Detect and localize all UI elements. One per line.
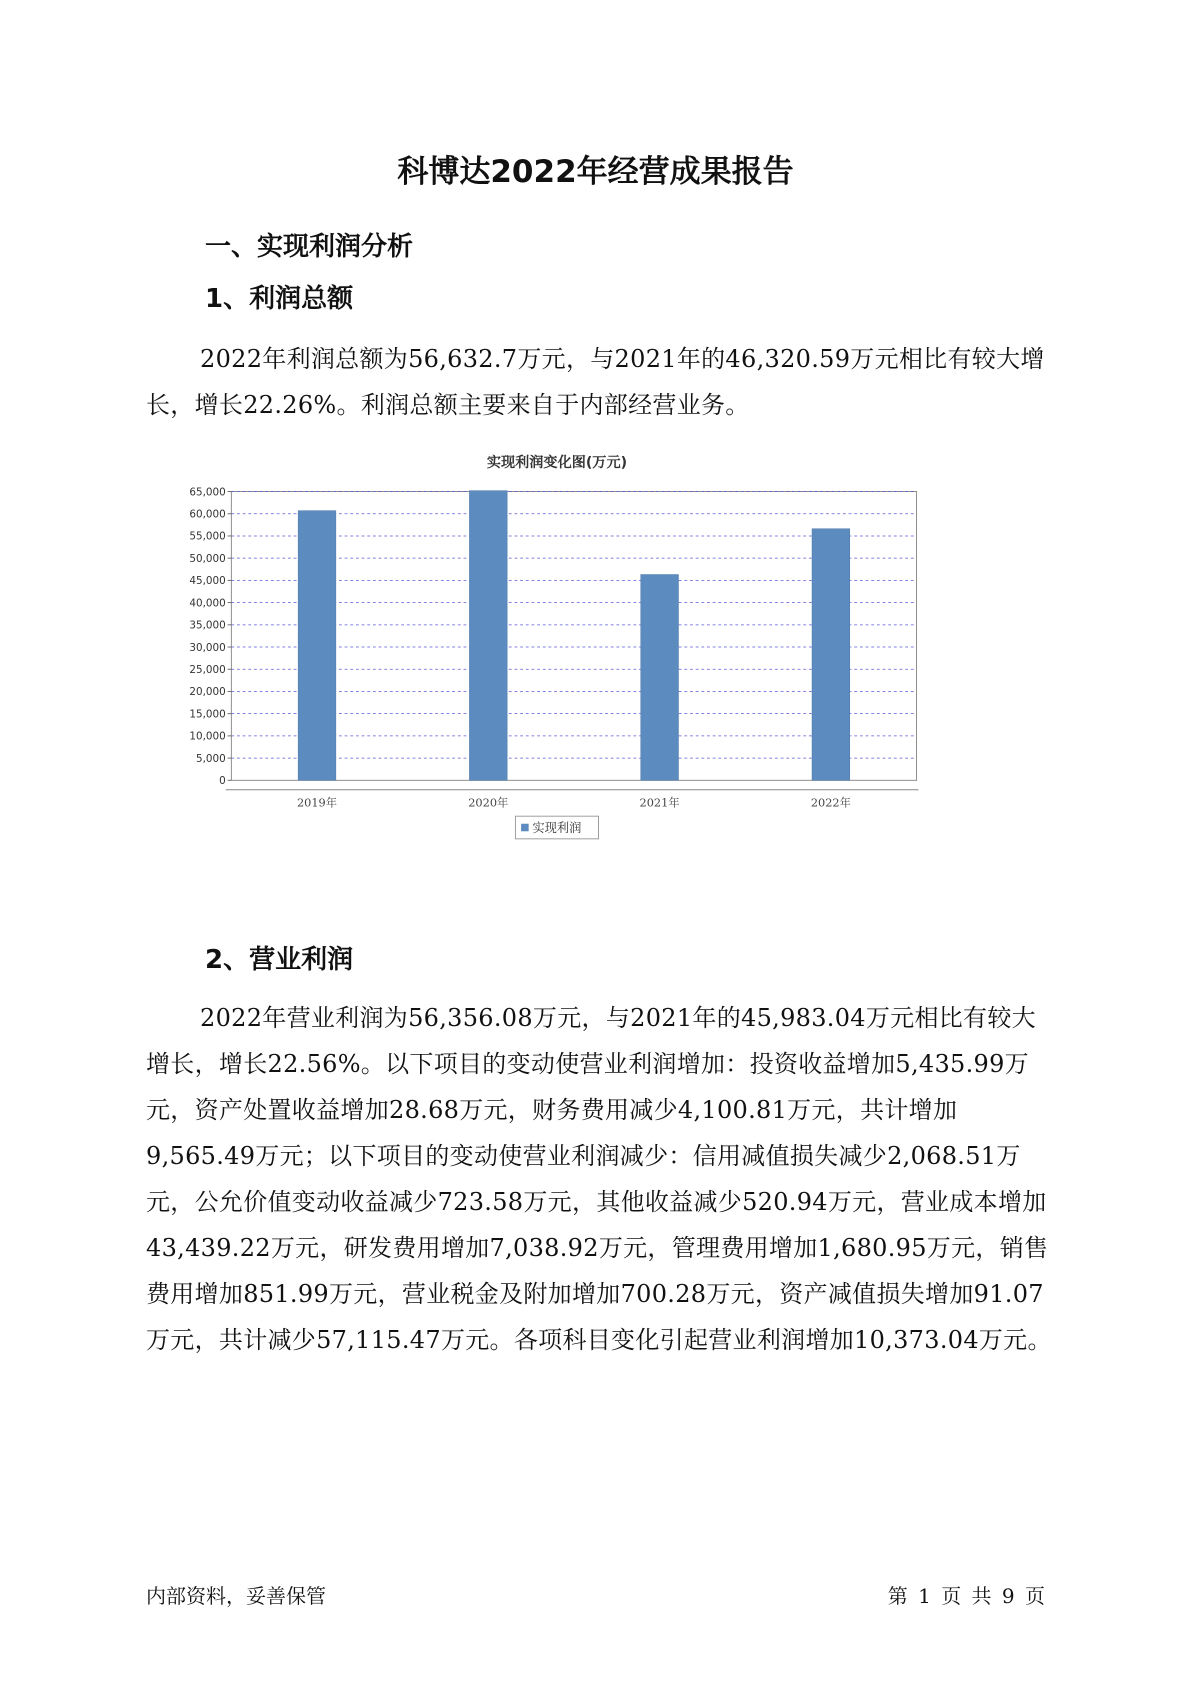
y-tick-label: 55,000 bbox=[189, 530, 226, 543]
page-title: 科博达2022年经营成果报告 bbox=[397, 154, 794, 190]
profit-bar-chart bbox=[150, 450, 1030, 920]
y-tick-label: 25,000 bbox=[189, 664, 226, 677]
y-tick-label: 40,000 bbox=[189, 597, 226, 610]
footer-page-number: 第 1 页 共 9 页 bbox=[887, 1584, 1045, 1608]
bar bbox=[298, 511, 336, 781]
y-tick-label: 15,000 bbox=[189, 708, 226, 721]
bar bbox=[641, 575, 679, 781]
x-tick-label: 2019年 bbox=[296, 795, 338, 810]
y-tick-label: 5,000 bbox=[195, 752, 226, 765]
total-profit-paragraph: 2022年利润总额为56,632.7万元，与2021年的46,320.59万元相比有较大增长，增长22.26%。利润总额主要来自于内部经营业务。 bbox=[146, 345, 1045, 419]
subsection-heading-total-profit: 1、利润总额 bbox=[205, 284, 354, 314]
x-tick-label: 2021年 bbox=[639, 795, 680, 810]
section-heading-profit-analysis: 一、实现利润分析 bbox=[205, 232, 414, 262]
legend-label: 实现利润 bbox=[532, 821, 582, 836]
chart-svg bbox=[150, 450, 1030, 920]
bar bbox=[812, 529, 850, 781]
y-tick-label: 0 bbox=[219, 775, 226, 788]
y-tick-label: 20,000 bbox=[189, 686, 226, 699]
bar bbox=[469, 491, 507, 781]
y-tick-label: 50,000 bbox=[189, 552, 226, 565]
x-tick-label: 2022年 bbox=[810, 795, 851, 810]
legend-swatch bbox=[521, 824, 529, 832]
y-tick-label: 60,000 bbox=[189, 508, 226, 521]
y-tick-label: 45,000 bbox=[189, 575, 226, 588]
operating-profit-paragraph: 2022年营业利润为56,356.08万元，与2021年的45,983.04万元相比有较大增长，增长22.56%。以下项目的变动使营业利润增加：投资收益增加5,435.99万元，资产处置收益增加28.68万元，财务费用减少4,100.81万元，共计增加9,565.49万元；以下项目的变动使营业利润减少：信用减值损失减少2,068.51万元，公允价值变动收益减少723.58万元，其他收益减少520.94万元，营业成本增加43,439.22万元，研发费用增加7,038.92万元，管理费用增加1,680.95万元，销售费用增加851.99万元，营业税金及附加增加700.28万元，资产减值损失增加91.07万元，共计减少57,115.47万元。各项科目变化引起营业利润增加10,373.04万元。 bbox=[146, 1004, 1052, 1354]
chart-title: 实现利润变化图(万元) bbox=[486, 454, 628, 471]
y-tick-label: 10,000 bbox=[189, 730, 226, 743]
x-tick-label: 2020年 bbox=[468, 795, 509, 810]
y-tick-label: 65,000 bbox=[189, 486, 226, 499]
footer-confidential-note: 内部资料，妥善保管 bbox=[146, 1584, 326, 1608]
subsection-heading-operating-profit: 2、营业利润 bbox=[205, 945, 354, 975]
y-tick-label: 35,000 bbox=[189, 619, 226, 632]
y-tick-label: 30,000 bbox=[189, 641, 226, 654]
